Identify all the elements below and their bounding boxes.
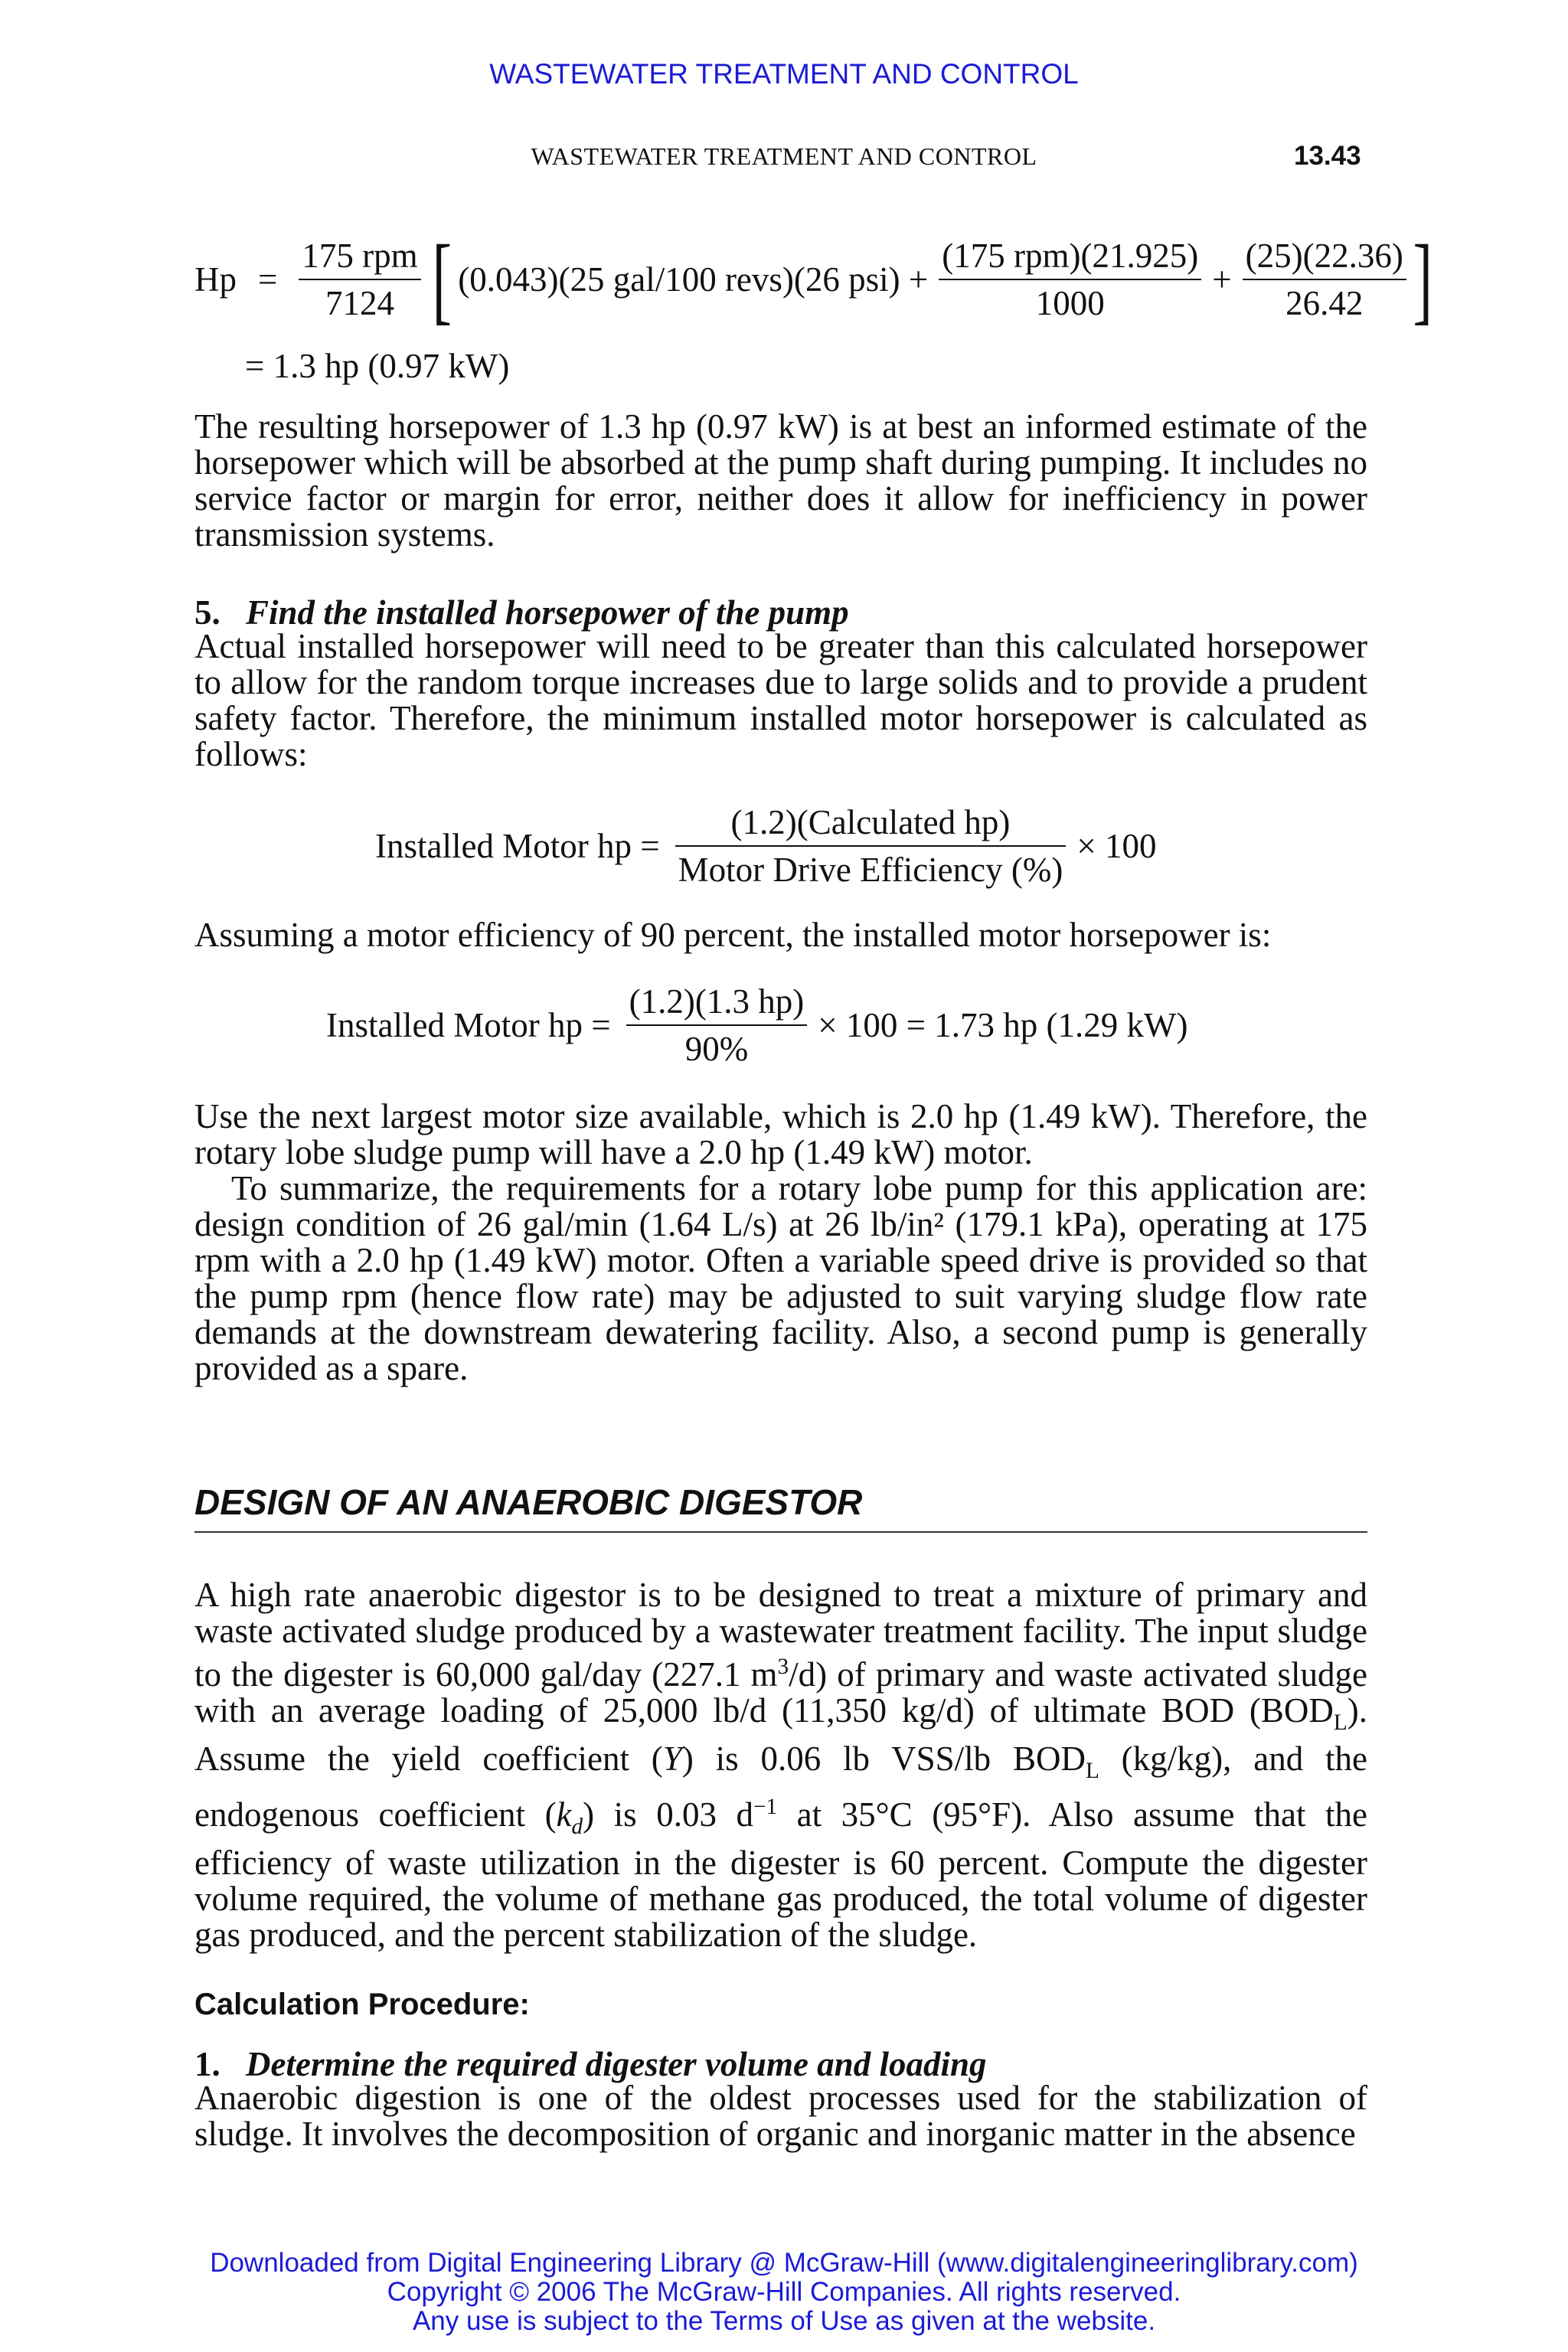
top-chapter-link[interactable]: WASTEWATER TREATMENT AND CONTROL (489, 58, 1079, 90)
installed-hp-formula-den: Motor Drive Efficiency (%) (678, 851, 1063, 889)
step5-title: Find the installed horsepower of the pump (246, 593, 849, 632)
hp-frac-rpm-num: 175 rpm (299, 236, 420, 280)
installed-hp-formula-num: (1.2)(Calculated hp) (675, 802, 1067, 847)
hp-frac-rpm (299, 236, 420, 323)
problem-text-5: (kg/kg), and the endogenous coefficient ( (194, 1740, 1367, 1834)
problem-text-7: at 35°C (95°F). Also assume that the efficiency of waste utilization in the digester is 60 percent. Compute the digester volume required, the volume of methane gas produced, the total volume of digester gas produced, and the percent stabilization of the sludge. (194, 1795, 1367, 1954)
paragraph-anaerobic-digestion-intro: Anaerobic digestion is one of the oldest processes used for the stabilization of sludge. It involves the decomposition of organic and inorganic matter in the absence (194, 2079, 1367, 2153)
paragraph-digestor-problem (194, 1577, 1367, 1953)
right-bracket: ] (1413, 225, 1432, 334)
hp-frac-loss-den: 26.42 (1285, 284, 1364, 322)
installed-hp-calc-rhs: × 100 = 1.73 hp (1.29 kW) (818, 1006, 1188, 1044)
problem-text-6: ) is 0.03 d (583, 1795, 753, 1834)
hp-frac-torque-num: (175 rpm)(21.925) (939, 236, 1201, 280)
problem-sub-d: d (571, 1815, 583, 1839)
paragraph-summary: To summarize, the requirements for a rotary lobe pump for this application are: design condition of 26 gal/min (1.64 L/s) at 26 lb/in² (179.1 kPa), operating at 175 rpm with a 2.0 hp (1.49 kW) motor. Often a variable speed drive is provided so that the pump rpm (hence flow rate) may be adjusted to suit varying sludge flow rate demands at the downstream dewatering facility. Also, a second pump is generally provided as a spare. (194, 1169, 1367, 1387)
problem-text-4: ) is 0.06 lb VSS/lb BOD (681, 1740, 1086, 1778)
installed-hp-calc-den: 90% (684, 1030, 749, 1068)
problem-symbol-y: Y (662, 1740, 682, 1778)
problem-text-3: ). Assume the yield coefficient ( (194, 1691, 1367, 1778)
hp-frac-loss-num: (25)(22.36) (1243, 236, 1406, 280)
page-number: 13.43 (1294, 141, 1361, 171)
footer-download-link[interactable]: Downloaded from Digital Engineering Library @ McGraw-Hill (www.digitalengineeringlibrary.com) (210, 2248, 1358, 2278)
problem-sup-cubic: 3 (777, 1655, 789, 1679)
calculation-procedure-heading: Calculation Procedure: (194, 1988, 530, 2021)
problem-text-2: /d) of primary and waste activated sludge with an average loading of 25,000 lb/d (11,350 kg/d) of ultimate BOD (BOD (194, 1655, 1367, 1730)
installed-hp-calculation (326, 975, 1188, 1075)
installed-hp-formula-lhs: Installed Motor hp = (375, 827, 660, 865)
hp-equals: = (258, 260, 278, 299)
section-heading-rule (194, 1531, 1367, 1533)
installed-hp-calc-num: (1.2)(1.3 hp) (626, 982, 808, 1026)
step1-title: Determine the required digester volume and loading (246, 2045, 987, 2083)
paragraph-next-motor-size: Use the next largest motor size available, which is 2.0 hp (1.49 kW). Therefore, the rotary lobe sludge pump will have a 2.0 hp (1.49 kW) motor. (194, 1097, 1367, 1171)
hp-frac-torque (939, 236, 1201, 323)
running-head-title: WASTEWATER TREATMENT AND CONTROL (531, 142, 1037, 170)
hp-term1: (0.043)(25 gal/100 revs)(26 psi) + (458, 260, 929, 299)
hp-frac-torque-den: 1000 (1035, 284, 1105, 322)
problem-text-1: A high rate anaerobic digestor is to be designed to treat a mixture of primary and waste activated sludge produced by a wastewater treatment facility. The input sludge to the digester is 60,000 gal/day (227.1 m (194, 1576, 1367, 1694)
installed-hp-formula-frac (675, 802, 1067, 890)
problem-symbol-k: k (556, 1795, 572, 1834)
hp-lhs: Hp (194, 260, 237, 299)
footer-terms[interactable]: Any use is subject to the Terms of Use as given at the website. (412, 2306, 1156, 2336)
problem-sup-neg1: −1 (753, 1795, 778, 1819)
installed-hp-formula (375, 796, 1156, 896)
installed-hp-calc-frac (626, 982, 808, 1069)
hp-frac-rpm-den: 7124 (325, 284, 395, 322)
step5-number: 5. (194, 593, 220, 632)
installed-hp-formula-rhs: × 100 (1076, 827, 1157, 865)
hp-plus: + (1212, 260, 1232, 299)
installed-hp-calc-lhs: Installed Motor hp = (326, 1006, 611, 1044)
hp-result: = 1.3 hp (0.97 kW) (245, 347, 510, 385)
step1-number: 1. (194, 2045, 220, 2083)
problem-sub-l2: L (1085, 1759, 1099, 1783)
left-bracket: [ (432, 225, 452, 334)
hp-equation (194, 222, 1439, 337)
section-heading-anaerobic-digestor: DESIGN OF AN ANAEROBIC DIGESTOR (194, 1482, 863, 1522)
paragraph-installed-horsepower: Actual installed horsepower will need to be greater than this calculated horsepower to allow for the random torque increases due to large solids and to provide a prudent safety factor. Therefore, the minimum installed motor horsepower is calculated as follows: (194, 627, 1367, 773)
paragraph-motor-efficiency: Assuming a motor efficiency of 90 percent, the installed motor horsepower is: (194, 916, 1272, 954)
footer-copyright: Copyright © 2006 The McGraw-Hill Companies. All rights reserved. (387, 2277, 1181, 2307)
hp-frac-loss (1243, 236, 1406, 323)
problem-sub-l1: L (1333, 1710, 1348, 1735)
paragraph-horsepower-estimate: The resulting horsepower of 1.3 hp (0.97 kW) is at best an informed estimate of the horsepower which will be absorbed at the pump shaft during pumping. It includes no service factor or margin for error, neither does it allow for inefficiency in power transmission systems. (194, 407, 1367, 554)
